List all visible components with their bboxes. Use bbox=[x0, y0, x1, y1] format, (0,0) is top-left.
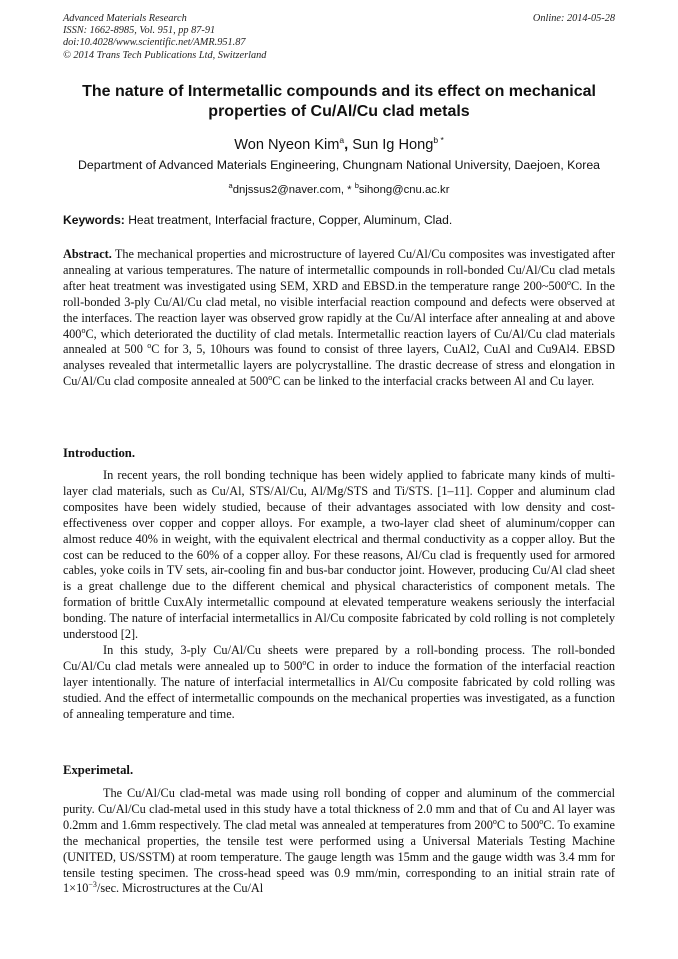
intro-text: C in order to induce the formation of the interfacial reaction layer intentionally. The nature of interfacial intermetallics in Al/Cu composite fabricated by cold rolling was studied. And the effect of intermetallic compounds on the mechanical properties was investigated, as a function of annealing temperature and time. bbox=[63, 658, 615, 721]
exp-text: The Cu/Al/Cu clad-metal was made using roll bonding of copper and aluminum of the commercial purity. Cu/Al/Cu clad-metal used in this study have a total thickness of 2.0 mm and that of Cu and Al layer was 0.2mm and 1.6mm respectively. The clad metal was annealed at temperatures from 200 bbox=[63, 786, 615, 832]
abstract-text: C. In the roll-bonded 3-ply Cu/Al/Cu clad metal, no visible interfacial reaction compound and defects were observed at the interfaces. The reaction layer was observed grow rapidly at the Cu/Al interface after annealing at and above 400 bbox=[63, 278, 615, 341]
abstract-text: C, which deteriorated the ductility of clad metals. Intermetallic reaction layers of Cu/Al/Cu clad materials annealed at 500 bbox=[63, 326, 615, 357]
exp-text: /sec. Microstructures at the Cu/Al bbox=[96, 881, 264, 896]
title-line-2: properties of Cu/Al/Cu clad metals bbox=[208, 102, 470, 120]
introduction-paragraph bbox=[63, 643, 615, 723]
journal-name: Advanced Materials Research bbox=[63, 13, 187, 24]
keywords-label: Keywords: bbox=[63, 213, 125, 227]
degree-mark: o bbox=[539, 816, 544, 826]
email-address[interactable]: dnjssus2@naver.com, * bbox=[232, 183, 355, 196]
degree-mark: o bbox=[81, 325, 86, 335]
keywords-text: Heat treatment, Interfacial fracture, Copper, Aluminum, Clad. bbox=[124, 213, 453, 227]
author-emails bbox=[60, 178, 618, 198]
abstract-text: The mechanical properties and microstructure of layered Cu/Al/Cu composites was investigated after annealing at various temperatures. The nature of intermetallic compounds in roll-bonded Cu/Al/Cu clad metals after heat treatment was investigated using SEM, XRD and EBSD.in the temperature range 200~500 bbox=[63, 247, 615, 293]
exp-text: C to 500 bbox=[496, 817, 540, 832]
author-list bbox=[60, 131, 618, 154]
introduction-paragraph: In recent years, the roll bonding technique has been widely applied to fabricate many kinds of multi-layer clad materials, such as Cu/Al, STS/Al/Cu, Al/Mg/STS and Ti/STS. [1–11]. Copper and aluminum clad composites have been widely studied, because of their advantages associated with low density and cost-effectiveness over copper and copper alloys. For example, a two-layer clad sheet of aluminum/copper can almost reduce 40% in weight, with the equivalent electrical and thermal conductivity as a copper alloy. But the cost can be reduced to the 60% of a copper alloy. For these reasons, Al/Cu clad is frequently used for armored cables, yoke coils in TV sets, air-cooling fin and bus-bar conductor joint. However, producing Cu/Al clad sheet is a great challenge due to the different chemical and physical characteristics of component metals. The formation of brittle CuxAly intermetallic compound at elevated temperature weakens seriously the interfacial bonding. The nature of interfacial intermetallics in Al/Cu composite fabricated by cold rolling is not completely understood [2]. bbox=[63, 468, 615, 642]
paper-title bbox=[60, 82, 618, 121]
publication-header bbox=[63, 13, 615, 62]
email-mark: b bbox=[354, 181, 359, 190]
author-separator: , bbox=[344, 136, 353, 153]
introduction-heading: Introduction. bbox=[63, 446, 136, 460]
degree-mark: o bbox=[147, 341, 152, 351]
abstract-text: C can be linked to the interfacial cracks between Al and Cu layer. bbox=[272, 374, 595, 389]
author-name: Sun Ig Hong bbox=[352, 136, 434, 153]
email-mark: a bbox=[228, 181, 233, 190]
doi-line: doi:10.4028/www.scientific.net/AMR.951.87 bbox=[63, 37, 246, 49]
title-line-1: The nature of Intermetallic compounds and its effect on mechanical bbox=[82, 83, 596, 100]
author-affil-mark: b * bbox=[433, 135, 444, 145]
abstract-paragraph bbox=[63, 247, 615, 390]
degree-mark: o bbox=[566, 277, 571, 287]
affiliation: Department of Advanced Materials Engineering, Chungnam National University, Daejoen, Korea bbox=[78, 158, 600, 172]
keywords bbox=[63, 213, 615, 228]
degree-mark: o bbox=[302, 657, 307, 667]
exp-text: C. To examine the mechanical properties, the tensile test were performed using a Universal Materials Testing Machine (UNITED, US/SSTM) at room temperature. The gauge length was 15mm and the gauge width was 3.4 mm for tensile testing specimen. The cross-head speed was 0.9 mm/min, corresponding to an initial strain rate of 1×10 bbox=[63, 817, 616, 896]
introduction-section bbox=[63, 468, 615, 723]
author-name: Won Nyeon Kim bbox=[234, 136, 340, 153]
email-address[interactable]: sihong@cnu.ac.kr bbox=[358, 183, 450, 196]
experimental-paragraph bbox=[63, 786, 615, 897]
intro-text: In this study, 3-ply Cu/Al/Cu sheets were prepared by a roll-bonding process. The roll-bonded Cu/Al/Cu clad metals were annealed up to 500 bbox=[63, 642, 615, 673]
abstract-label: Abstract. bbox=[63, 247, 112, 261]
degree-mark: o bbox=[268, 373, 273, 383]
copyright-line: © 2014 Trans Tech Publications Ltd, Switzerland bbox=[63, 49, 267, 61]
experimental-section bbox=[63, 786, 615, 897]
experimental-heading: Experimetal. bbox=[63, 763, 134, 777]
online-date: Online: 2014-05-28 bbox=[532, 13, 615, 24]
author-affil-mark: a bbox=[339, 135, 345, 145]
abstract-text: C for 3, 5, 10hours was found to consist of three layers, CuAl2, CuAl and Cu9Al4. EBSD analyses revealed that intermetallic layers are polycrystalline. The drastic decrease of stress and elongation in Cu/Al/Cu clad composite annealed at 500 bbox=[63, 342, 615, 389]
issn-line: ISSN: 1662-8985, Vol. 951, pp 87-91 bbox=[63, 25, 216, 37]
degree-mark: o bbox=[492, 816, 497, 826]
exponent-mark: −3 bbox=[88, 880, 97, 890]
